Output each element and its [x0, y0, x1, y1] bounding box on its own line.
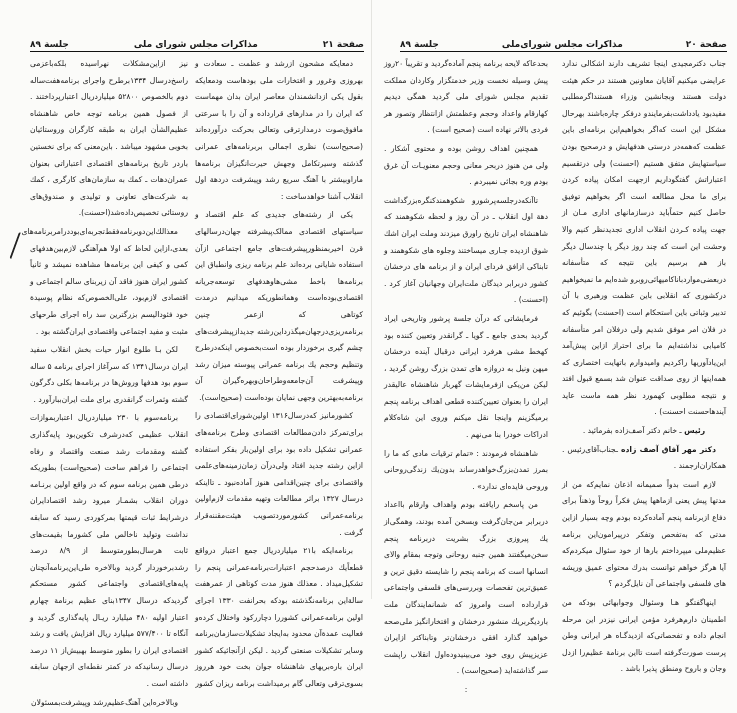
session-number: جلسة ۸۹	[30, 40, 69, 50]
page-number: صفحة ۲۱	[322, 40, 364, 50]
margin-pen-mark	[9, 232, 23, 260]
section-end-mark: :	[464, 684, 468, 694]
paragraph: تاآنکه‌درجلسه‌پرشورو شکوهمندکنگره‌بزرگداشت دهة اول انقلاب ـ در آن روز و لحظه شکوهمند که شاهنشاه ایران تاریخ راورق میزدند وملت ایران اشك شوق ازدیده جـاری میساختند وجلوه های شکوهمند و تابناکی ازافق فردای ایران و از برنامه های درخشان کشور دربرابر دیدگان ملت‌ایران وجهانیان آغاز کرد . (احسنت) .	[384, 195, 548, 305]
paragraph: نیز ازاین‌مشکلات نهراسیده بلکه‌باعزمی راسخ‌درسال ۱۳۳۴برطرح واجرای برنامه‌هفت‌ساله دوم بالخصوص ۵۲۸۰۰ میلیاردریال اعتبارپرداختند . از فصول همین برنامه توجه خاص شاهنشاه عظیم‌الشأن ایران به طبقه کارگران وروستائیان بخوبی مشهود میباشد . باین‌معنی که برای نخستین باردر تاریخ برنامه‌های اقتصادی اعتباراتی بعنوان عمران‌دهات ـ کمك به سازمان‌های کارگری ، کمك به شرکت‌های تعاونی و تولیدی و صندوق‌های روستائی تخصیص‌داده‌شد(احسنت).	[30, 59, 189, 218]
publication-title: مذاکرات مجلس شورای‌ملی	[501, 40, 623, 50]
paragraph: یکی از رشته‌های جدیدی که علم اقتصاد و سیاستهای اقتصادی ممالک‌پیشرفته جهان‌درسالهای قرن اخیربمنظورپیشرفت‌های جامع اجتماعی ازآن استفاده شایانی برده‌اند علم برنامه ریزی وانطباق این برنامه‌ها باخط مشی‌هاوهدفهای توسعه‌جریانه اقتصادی‌بوده‌است وهمانطوریکه میدانیم درمدت کوتاهی که ازعمر چنین برنامه‌ریزی‌درجهان‌میگذرداین‌رشته جدیدازپیشرفت‌های چشم گیری برخوردار بوده است‌بخصوص اینکه‌درطرح وتنظیم وحجم یك برنامه عمرانی پیوسته میزان رشد وپیشرفت آن‌جامعه‌وطراحان‌وبهره‌گیران آن برنامه‌به‌بهترین وجهی نمایان بوده‌است (صحیح‌است).	[195, 210, 363, 402]
paragraph: لازم است بدواً صمیمانه اذعان نمایم‌که من از مدتها پیش یعنی ازماهها پیش فکراً روحاً وذهناً برای دفاع ازبرنامه پنجم آماده‌کرده بودم وچه بسیار ازاین مدتی که به‌تفحص وتفکر درپیرامون‌این برنامه عظیم‌ملی میپرداختم بارها از خود سئوال میکردم‌که آیا هرگز خواهم توانست بدرك محتوای عمیق وریشه های فلسفی واجتماعی آن نایل‌گردم ؟	[562, 479, 726, 589]
publication-title: مذاکرات مجلس شورای ملی	[133, 40, 258, 50]
paragraph: اینهاگفتگو هـا وسئوال وجوابهائی بودکه من اطمینان دارم‌هرفرد مؤمن ایرانی نیزدر این مرحله انجام داده و تفحصاتی‌که ازدیدگـاه هر ایرانی وطن پرست صورت‌گرفته است تااین برنامة عظیم‌را ازدل وجان و باروح ومنطق پذیرا باشد .	[562, 598, 726, 674]
paragraph: دمعایکه مشحون ازرشد و عظمت ـ سعادت و بهروزی وغرور و افتخارات ملی بودهاست ودمعایکه بقول یکی ازدانشمندان معاصر ایران بدان مهماست که ایران را در مدارهای قرارداده و آن را با سرعتی مافوق‌صوت درمدارترقی وتعالی بحرکت درآورده‌اند (صحیح‌است) نظری اجمالی بربرنامه‌های عمرانی گذشته وسیرتکامل وجهش حیرت‌انگیزان برنامه‌ها ماراوبیشتر با آهنگ سریع رشد وپیشرفت دردهة اول انقلاب آشنا خواهدساخت :	[195, 59, 363, 201]
page-20	[372, 0, 737, 694]
paragraph: کشورمانیز که‌درسال۱۳۱۶ اولین‌شورای‌اقتصادی را برای‌تمرکز دادن‌مطالعات اقتصادی وطرح برنامه‌های عمرانی تشکیل داده بود برای اولین‌بار بفکر استفاده ازاین رشته جدید افتاد ولی‌درآن زمان‌زمینه‌های‌علمی واقتصادی برای چنین‌اقدامی هنوز آماده‌نبود ـ تااینکه درسال ۱۳۲۷ براثر مطالعات وتهیه مقدمات لازم‌اولین برنامه‌عمرانی کشورموردتصویب هیئت‌مقننه‌قرار گرفت .	[195, 411, 363, 537]
paragraph: برنامه‌ایکه با۲۱ میلیاردریال جمع اعتبار درواقع قطعاًیك درصدحجم اعتبارات‌برنامه‌عمرانی پنجم را تشکیل‌میداد . معذلك هنوز مدت کوتاهی از عمرهفت سالةاین برنامه‌نگذشته بودکه بحرانفت ۱۳۳۰ اجرای اولین برنامه‌عمرانی کشوررا دچاررکود واختلال کرده‌و فعالیت عمدةآن محدود به‌ایجاد تشکیلات‌سازمان‌برنامه وسایر تشکیلات صنعتی گردید . لیکن ازآنجائیکه کشور ایران باره‌بریهای شاهنشاه جوان بخت خود هرروز بسوی‌ترقی وتعالی گام برمیداشت برنامه ریزان کشور	[195, 546, 363, 688]
paragraph: شاهنشاه فرمودند : «تمام ترقیات مادی که ما را بمرز تمدن‌بزرگ‌خواهدرساند بدون‌یك زندگی‌روحانی وروحی فایده‌ای ندارد» .	[384, 448, 548, 491]
paragraph: جناب دکترمجیدی اینجا تشریف دارند اشکالی ندارد عرایضی میکنیم آقایان معاونین هستند در حکم هیئت دولت هستند وبجانشین وزراء هستنداگرمطلبی مفیدبود یادداشت‌بفرمایندو درفکر چاره‌باشند بهرحال مشکل این است که‌اگر بخواهیم‌این برنامه‌ای باین عظمت که‌همه‌در درستی هدفهایش و درصحیح بودن سیاستهایش متفق هستیم (احسنت) ولی درتقسیم اعتباراتش گفتگوداریم ازجهت امکان پیاده کردن برای ما محل مطالعه است اگر بخواهیم توفیق حاصل کنیم حتماًباید درسازمانهای اداری مـان از جهت پیاده کـردن انقلاب اداری تجدیدنظر کنیم والا وحشت این است که چند روز دیگر یا چندسال دیگر باز هم برسیم باین نتیجه که متأسفانه دربعضی‌موارد‌باناکامیهائی‌روبرو شده‌ایم ما نمیخواهیم درکشوری که انقلابی باین عظمت ورهبری با آن تدبیر وثباتی باین استحکام است (احسنت) بگوئیم که در فلان امر موفق شدیم ولی درفلان امر متأسفانه کامیابی نداشته‌ایم ما برای احتراز ازاین پیش‌آمد این‌یادآوریها راکردیم وامیدوارم باتهایت اختصاری که همه‌اینها از روی صداقت عنوان شد بسمع قبول افتد و نتیجه مطلوبی کهمورد نظر همه ماست عاید آیندهاحسنت احسنت) .	[562, 59, 726, 417]
column-right	[562, 56, 726, 680]
paragraph: فرمایشاتی که درآن جلسة پرشور وتاریخی ایراد گردید بحدی جامع ـ گویا ـ گرانقدر وتعیین کننده بود کهخط مشی هرفرد ایرانی درقبال آینده درخشان میهن ونیل به دروازه های تمدن بزرگ روشن گردید ، لیکن من‌یکی ازفرمایشات گهربار شاهنشاه عالیقدر ایران را بعنوان تعیین‌کننده قطعی اهداف برنامه پنجم برمیگزینم واینجا نقل میکنم وروی این شاه‌کلام ادراکات خودرا بنا می‌نهم .	[384, 313, 548, 440]
speaker-name: رئیس	[684, 426, 706, 436]
speaker-line	[562, 423, 726, 440]
speaker-line	[562, 442, 726, 475]
paragraph: من پاسخم رایافته بودم واهداف وارقام بااعداد دربرابر من‌جان‌گرفت وبسخن آمده بودند، وهمگی‌از یك پیروزی بزرگ بشریت دربرنامه پنجم سخن‌میگفتند همین جنبه روحانی وتوجه بمقام والای انسانها است که برنامه پنجم را شایسته دقیق ترین و عمیق‌ترین تفحصات وبررسی‌های فلسفی واجتماعی قرارداده است وامروز که شمانمایندگان ملت باردیگربریك منشور درخشان و افتخارانگیز ملی‌صحه خواهید گذارد افقی درخشان‌تر وتابناکتر ازایران عزیزپیش روی خود می‌بینیدوده‌اول انقلاب راپشت سر گذاشته‌اید (صحیح‌است) .	[384, 500, 548, 676]
speaker-text: ـ خانم دکتر آصف‌زاده بفرمائید .	[582, 426, 682, 436]
paragraph: همچنین اهداف روشن بوده و محتوی آشکار . ولی من هنوز دربحر معانی وحجم معنویـات آن غرق بودم وره بجائی نمیبردم .	[384, 143, 548, 187]
paragraph: وبالاخره‌این آهنگ‌عظیم‌رشد وپیشرفت‌بمسئولان	[31, 697, 178, 707]
paragraph: برنامه‌سوم با ۲۳۰ میلیاردریال اعتباربموازات انقلاب عظیمی که‌درشرف تکوین‌بود پایه‌گذاری گشته ومقدمات رشد صنعت واقتصاد و رفاه اجتماعی را فراهم ساخت (صحیح‌است) بطوریکه درطی همین برنامه سوم که در واقع اولین برنـامه دوران انقلاب بشمـار میرود رشد اقتصادایران درشرایط ثبات قیمتها بمرکوردی رسید که سابقه نداشت وتولید ناخالص ملی کشورما بقیمت‌های ثابت هرسال‌بطورمتوسط از ۸/۹ درصد رشدبرخوردار گردید وبالاخره طی‌این‌برنامه‌آنچنان پایه‌های‌اقتصادی واجتماعی کشور مستحکم گردیدکه درسال ۱۳۴۷بنای عظیم برنامة چهارم اعتبار اولیه ۴۸۰ میلیارد ریـال پایه‌گذاری گردید و آنگاه تا ۵۷۷/۴۰۰ میلیارد ریال افزایش یافت و رشد اقتصادی ایران را بطور متوسط بهبیش‌از ۱۱ درصد درسال رسانیدکه در کمتر نقطه‌ای ازجهان سابقه داشته است .	[30, 413, 189, 688]
page-header	[30, 34, 364, 52]
speaker-name: دکتر مهر آفاق آصف زاده	[621, 444, 716, 454]
session-number: جلسة ۸۹	[400, 40, 439, 50]
page-header	[400, 34, 727, 52]
column-left	[21, 56, 189, 713]
paragraph: لکن بـا طلوع انوار حیات بخش انقلاب سفید ایران درسال۱۳۴۱ که سرآغاز اجرای برنامه ۵ ساله سوم بود هدفها وروش‌ها در برنامه‌ها بکلی دگرگون گشته وثمرات گرانقدری برای ملت ایران‌ببارآورد .	[30, 345, 188, 404]
column-left	[384, 56, 548, 701]
page-number: صفحة ۲۰	[685, 40, 727, 50]
speaker-text: ـجناب‌آقای‌رئیس . همکاران‌ارجمند .	[562, 444, 726, 471]
paragraph: بحدعاکه لایحه برنامه پنجم آماده‌گردید و تقریباً ۲۰روز پیش وسیله نخست وزیر خدمتگزار وکاردان مملکت تقدیم مجلس شورای ملی گردید همگی دیدیم کهارقام واعداد وحجم وعظمتش ازانتظار وتصور هر فردی بالاتر نهاده است (صحیح است) .	[384, 59, 548, 135]
paragraph: معذالك‌این‌دوبرنامه‌فقط‌تجربه‌ای‌بود‌در‌امر‌برنامه‌های بعدی،ازاین لحاظ که اولا هم‌آهنگی لازم‌بین‌هدفهای کمی و کیفی این برنامه‌ها مشاهده نمیشد و ثانیاً کشور ایران هنوز فاقد آن زیربنای سالم اجتماعی و اقتصادی لازم‌بود، علی‌الخصوص‌که نظام پوسیدة خود فئودالیسم بزرگترین سد راه اجرای طرحهای مثبت و مفید اجتماعی واقتصادی ایران‌گشته بود .	[21, 226, 188, 336]
